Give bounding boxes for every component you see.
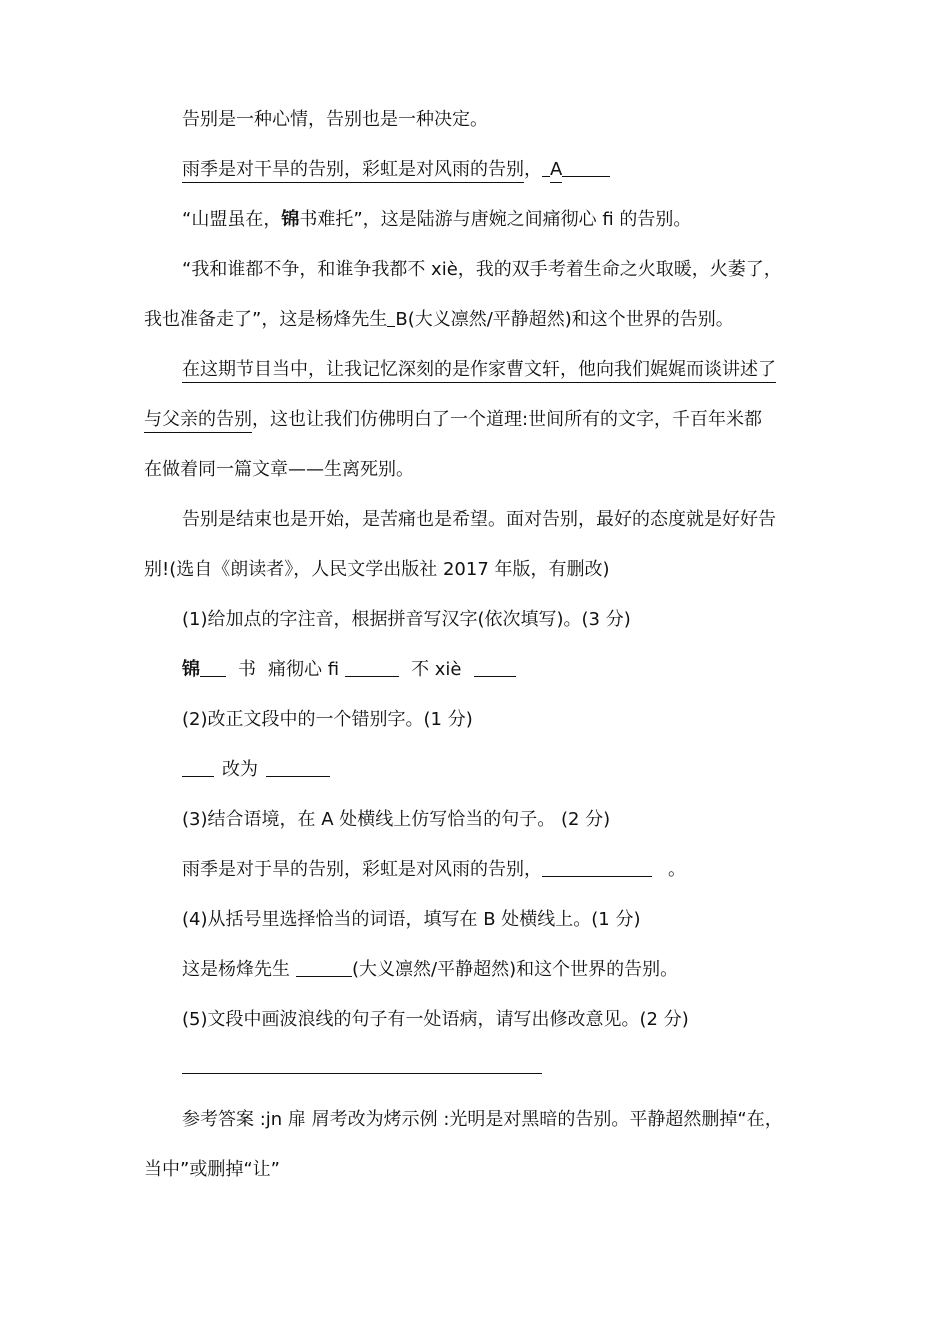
answer-blank[interactable] [182, 758, 214, 777]
paragraph-4-line-1: “我和谁都不争，和谁争我都不 xiè，我的双手考着生命之火取暖，火萎了， [182, 259, 782, 280]
paragraph-3-rest: 书难托”，这是陆游与唐婉之间痛彻心 fi 的告别。 [299, 209, 692, 230]
dotted-char: 锦 [182, 659, 200, 680]
question-2-prompt: (2)改正文段中的一个错别字。(1 分) [182, 709, 473, 730]
question-4-line [182, 957, 678, 983]
paragraph-5-line-3: 在做着同一篇文章——生离死别。 [144, 459, 414, 480]
paragraph-3 [182, 207, 691, 233]
question-4-prompt: (4)从括号里选择恰当的词语，填写在 B 处横线上。(1 分) [182, 909, 641, 930]
paragraph-5-line-1 [182, 357, 776, 383]
question-1-prompt: (1)给加点的字注音，根据拼音写汉字(依次填写)。(3 分) [182, 609, 631, 630]
question-2-answers [182, 757, 330, 783]
blank-a [562, 158, 610, 177]
quote-open: “山盟虽在， [182, 209, 282, 230]
answer-blank[interactable] [200, 658, 226, 677]
answer-line-2: 当中”或删掉“让” [144, 1159, 280, 1180]
paragraph-5-line-2 [144, 407, 762, 433]
marker-a: A [550, 159, 562, 183]
text: 我也准备走了”，这是杨烽先生 [144, 309, 388, 330]
paragraph-1: 告别是一种心情，告别也是一种决定。 [182, 109, 488, 130]
paragraph-6-line-1: 告别是结束也是开始，是苦痛也是希望。面对告别，最好的态度就是好好告 [182, 509, 776, 530]
answer-line[interactable] [182, 1073, 542, 1074]
paragraph-6-line-2: 别!(选自《朗读者》，人民文学出版社 2017 年版，有删改) [144, 559, 610, 580]
dotted-char: 锦 [281, 209, 300, 230]
text: 书 [238, 659, 256, 680]
answer-blank[interactable] [296, 958, 352, 977]
question-1-answers [182, 657, 516, 683]
underlined-sentence: 雨季是对干旱的告别，彩虹是对风雨的告别 [182, 159, 524, 183]
text: 雨季是对于旱的告别，彩虹是对风雨的告别， [182, 859, 542, 880]
text: 不 xiè [411, 659, 462, 680]
text: 。 [668, 859, 686, 880]
wavy-underlined-sentence-end: 与父亲的告别 [144, 409, 252, 433]
answer-blank[interactable] [542, 858, 652, 877]
text: 改为 [222, 759, 258, 780]
text: (大义凛然/平静超然)和这个世界的告别。 [407, 309, 734, 330]
wavy-underlined-sentence: 在这期节目当中，让我记忆深刻的是作家曹文轩，他向我们娓娓而谈讲述了 [182, 359, 776, 383]
question-3-prompt: (3)结合语境，在 A 处横线上仿写恰当的句子。 (2 分) [182, 809, 611, 830]
text: 这是杨烽先生 [182, 959, 290, 980]
answer-blank[interactable] [266, 758, 330, 777]
answer-blank[interactable] [345, 658, 399, 677]
comma: ， [524, 159, 542, 180]
marker-b: B [395, 309, 408, 330]
answer-line-1: 参考答案 :jn 扉 屑考改为烤示例 :光明是对黑暗的告别。平静超然删掉“在， [182, 1109, 783, 1130]
text: ，这也让我们仿佛明白了一个道理:世间所有的文字，千百年米都 [252, 409, 763, 430]
question-5-prompt: (5)文段中画波浪线的句子有一处语病，请写出修改意见。(2 分) [182, 1009, 689, 1030]
blank-a-lead [542, 158, 550, 177]
answer-blank[interactable] [474, 658, 516, 677]
text: (大义凛然/平静超然)和这个世界的告别。 [352, 959, 679, 980]
paragraph-4-line-2 [144, 307, 734, 333]
question-3-line [182, 857, 686, 883]
paragraph-2 [182, 157, 610, 183]
text: 痛彻心 fi [268, 659, 340, 680]
